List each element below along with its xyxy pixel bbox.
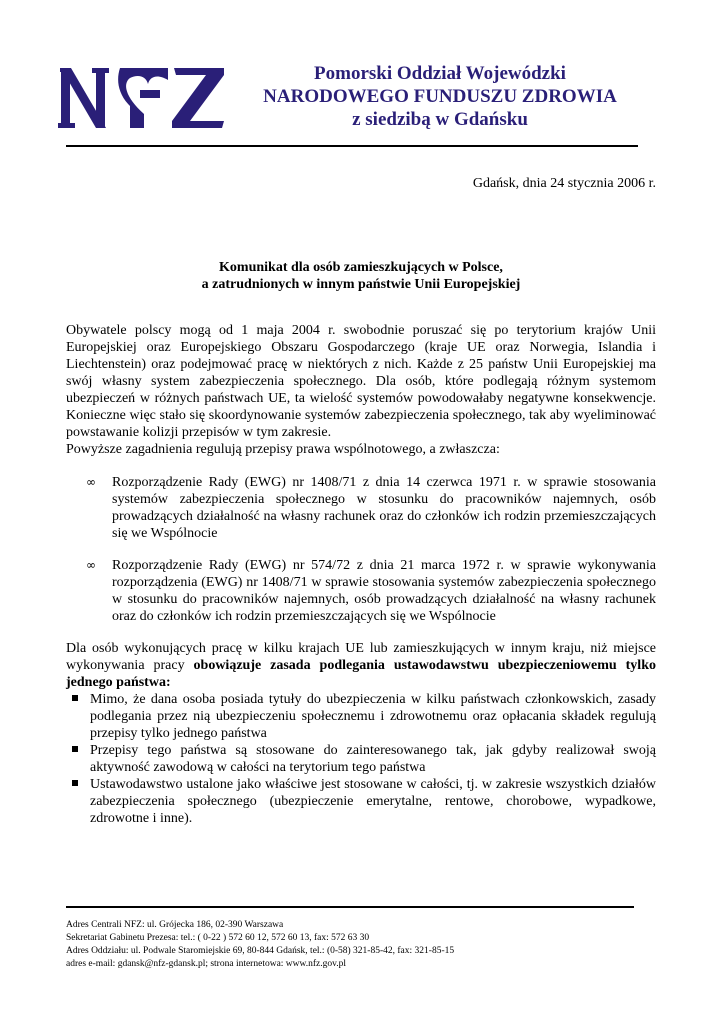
list-item <box>66 776 656 827</box>
regulation-text: Rozporządzenie Rady (EWG) nr 1408/71 z dnia 14 czerwca 1971 r. w sprawie stosowania systemów zabezpieczenia społecznego w stosunku do pracowników najemnych, osób prowadzących działalność na własny rachunek oraz do członków ich rodzin przemieszczających się we Wspólnocie <box>112 475 656 541</box>
principle-list <box>66 691 656 827</box>
principle-lead: Dla osób wykonujących pracę w kilku krajach UE lub zamieszkujących w innym kraju, niż miejsce wykonywania pracy <box>66 641 656 673</box>
list-item-text: Mimo, że dana osoba posiada tytuły do ubezpieczenia w kilku państwach członkowskich, zasady podlegania przez nią ubezpieczeniu społecznemu i zdrowotnemu oraz opłacania składek regulują przepisy tylko jednego państwa <box>90 692 656 741</box>
list-item-text: Przepisy tego państwa są stosowane do zainteresowanego tak, jak gdyby realizował swoją aktywność zawodową w całości na terytorium tego państwa <box>90 743 656 775</box>
square-bullet-icon <box>72 780 78 786</box>
regulation-text: Rozporządzenie Rady (EWG) nr 574/72 z dnia 21 marca 1972 r. w sprawie wykonywania rozporządzenia (EWG) nr 1408/71 w sprawie stosowania systemów zabezpieczenia społecznego w stosunku do pracowników najemnych, osób prowadzących działalność na własny rachunek oraz do członków ich rodzin przemieszczających się we Wspólnocie <box>112 558 656 624</box>
org-line-2: NARODOWEGO FUNDUSZU ZDROWIA <box>263 86 617 107</box>
footer-line-1: Adres Centrali NFZ: ul. Grójecka 186, 02-390 Warszawa <box>66 920 284 930</box>
infinity-bullet-icon: ∞ <box>86 475 96 489</box>
title-line-1: Komunikat dla osób zamieszkujących w Polsce, <box>219 260 503 275</box>
document-date: Gdańsk, dnia 24 stycznia 2006 r. <box>472 176 656 191</box>
footer-divider <box>66 906 634 908</box>
intro-paragraph: Obywatele polscy mogą od 1 maja 2004 r. swobodnie poruszać się po terytorium krajów Unii Europejskiej oraz Europejskiego Obszaru Gospodarczego (kraje UE oraz Norwegia, Islandia i Liechtenstein) oraz podejmować pracę w niektórych z nich. Każde z 25 państw Unii Europejskiej ma swój własny system zabezpieczenia społecznego. Dla osób, które podlegają różnym systemom ubezpieczeń w różnych państwach UE, ta wielość systemów powodowałaby negatywne konsekwencje. Konieczne więc stało się skoordynowanie systemów zabezpieczenia społecznego, tak aby wyeliminować powstawanie kolizji przepisów w tym zakresie. <box>66 323 656 440</box>
regulation-item <box>66 557 656 625</box>
infinity-bullet-icon: ∞ <box>86 558 96 572</box>
regulation-item <box>66 474 656 542</box>
org-line-1: Pomorski Oddział Wojewódzki <box>314 63 566 84</box>
list-item <box>66 691 656 742</box>
list-item-text: Ustawodawstwo ustalone jako właściwe jest stosowane w całości, tj. w zakresie wszystkich działów zabezpieczenia społecznego (ubezpieczenie emerytalne, rentowe, chorobowe, wypadkowe, zdrowotne i inne). <box>90 777 656 826</box>
intro-section <box>66 322 656 458</box>
footer <box>66 919 656 971</box>
square-bullet-icon <box>72 746 78 752</box>
list-item <box>66 742 656 776</box>
principle-bold: obowiązuje zasada podlegania ustawodawstwu ubezpieczeniowemu tylko jednego państwa: <box>66 658 656 690</box>
footer-line-2: Sekretariat Gabinetu Prezesa: tel.: ( 0-22 ) 572 60 12, 572 60 13, fax: 572 63 30 <box>66 933 370 943</box>
title-line-2: a zatrudnionych w innym państwie Unii Europejskiej <box>201 277 521 292</box>
document-title <box>66 259 656 293</box>
org-line-3: z siedzibą w Gdańsku <box>352 109 528 130</box>
header-divider <box>66 145 638 147</box>
nfz-logo <box>58 62 226 132</box>
footer-line-4: adres e-mail: gdansk@nfz-gdansk.pl; strona internetowa: www.nfz.gov.pl <box>66 959 347 969</box>
principle-paragraph <box>66 640 656 691</box>
organization-name <box>240 62 640 131</box>
footer-line-3: Adres Oddziału: ul. Podwale Staromiejskie 69, 80-844 Gdańsk, tel.: (0-58) 321-85-42, fax: 321-85-15 <box>66 946 455 956</box>
intro-lead-in: Powyższe zagadnienia regulują przepisy prawa wspólnotowego, a zwłaszcza: <box>66 442 500 457</box>
square-bullet-icon <box>72 695 78 701</box>
